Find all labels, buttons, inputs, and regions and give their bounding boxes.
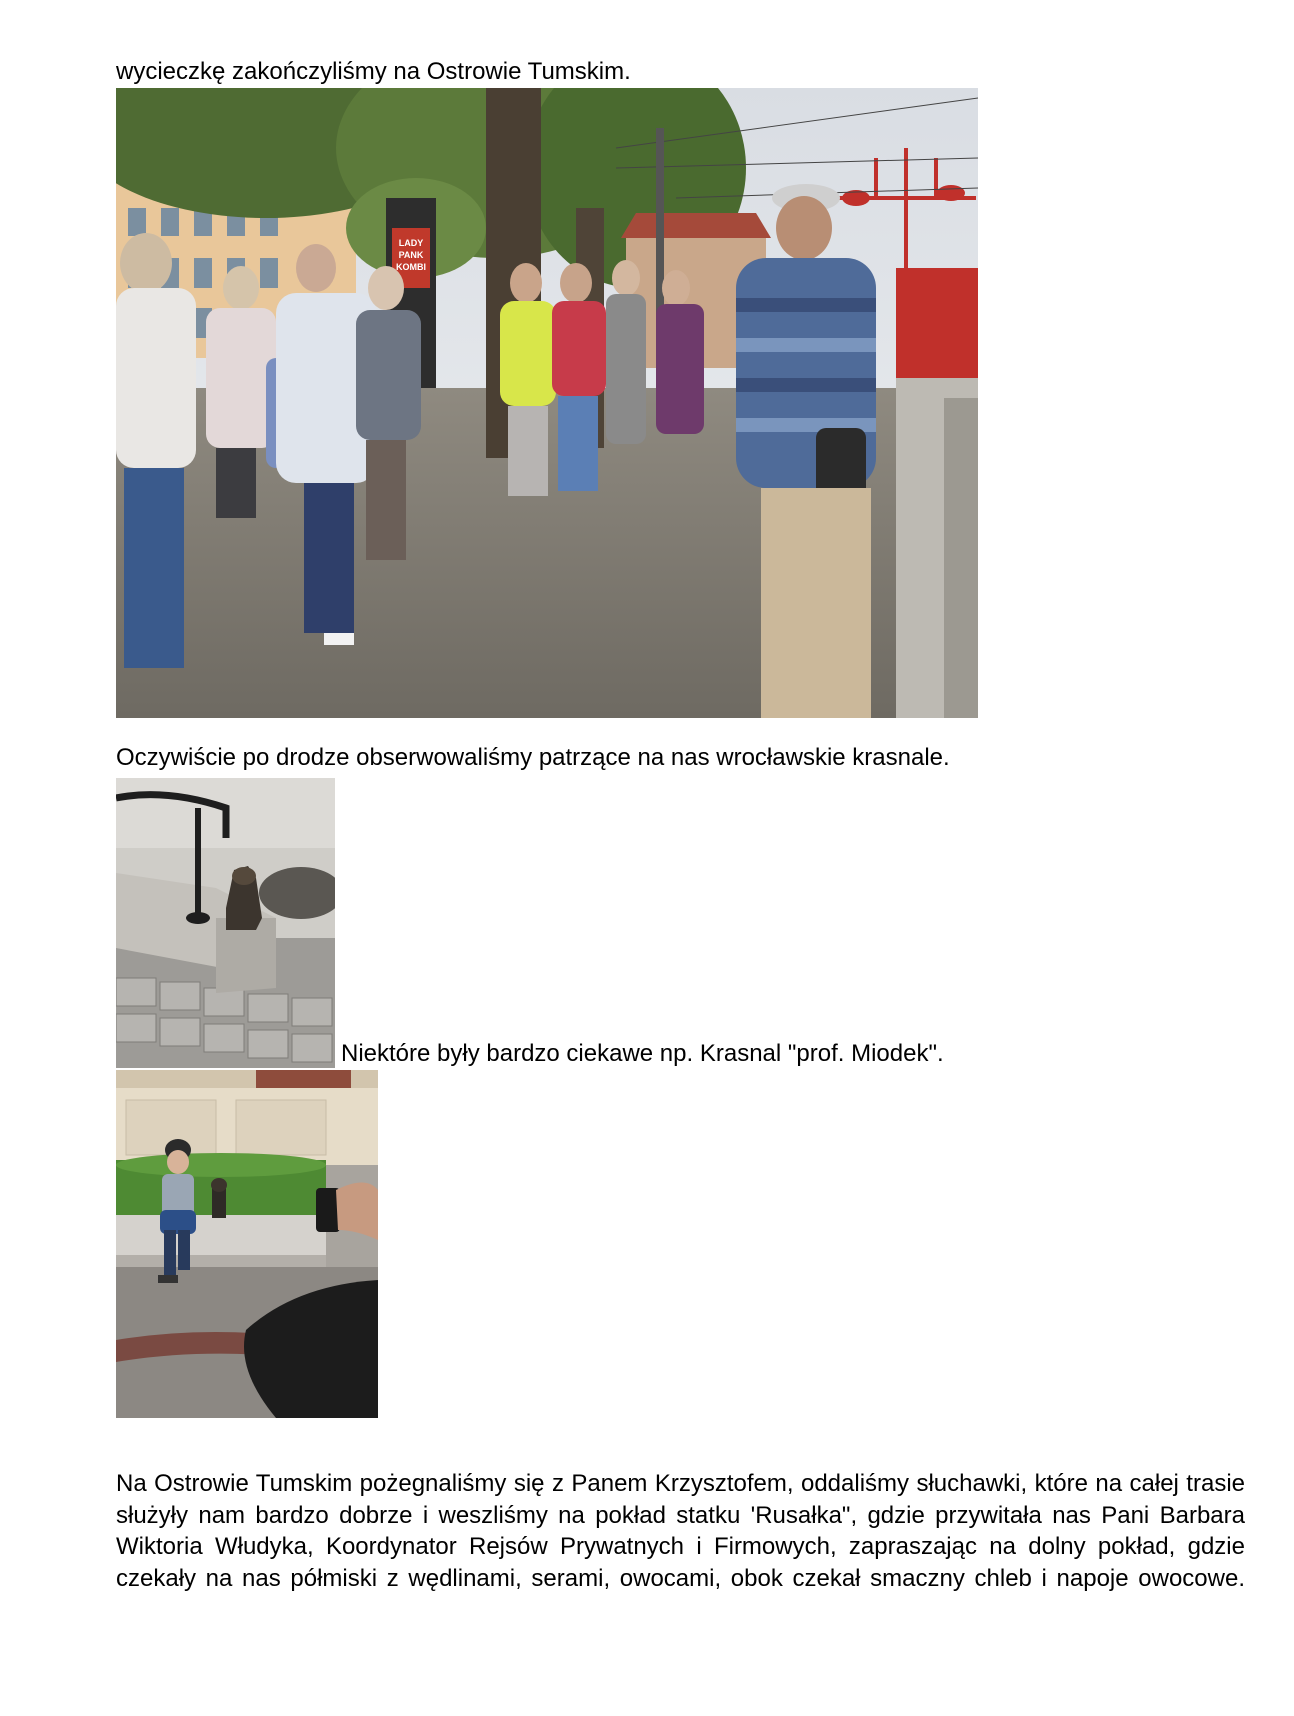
kiosk-text-1: LADY	[398, 238, 424, 248]
kiosk-text-2: PANK	[398, 250, 424, 260]
photo-gnome-miodek	[116, 1070, 378, 1418]
text-line-top: wycieczkę zakończyliśmy na Ostrowie Tumskim.	[116, 58, 631, 85]
closing-paragraph: Na Ostrowie Tumskim pożegnaliśmy się z Panem Krzysztofem, oddaliśmy słuchawki, które na całej trasie służyły nam bardzo dobrze i weszliśmy na pokład statku 'Rusałka", gdzie przywitała nas Pani Barbara Wiktoria Włudyka, Koordynator Rejsów Prywatnych i Firmowych, zapraszając na dolny pokład, gdzie czekały na nas półmiski z wędlinami, serami, owocami, obok czekał smaczny chleb i napoje owocowe.	[116, 1470, 1245, 1592]
photo-tour-group	[116, 88, 978, 718]
kiosk-text-3: KOMBI	[396, 262, 426, 272]
text-line-miodek: Niektóre były bardzo ciekawe np. Krasnal "prof. Miodek".	[341, 1040, 944, 1067]
text-line-gnomes: Oczywiście po drodze obserwowaliśmy patrzące na nas wrocławskie krasnale.	[116, 744, 950, 771]
photo-gnome-railing	[116, 778, 335, 1068]
